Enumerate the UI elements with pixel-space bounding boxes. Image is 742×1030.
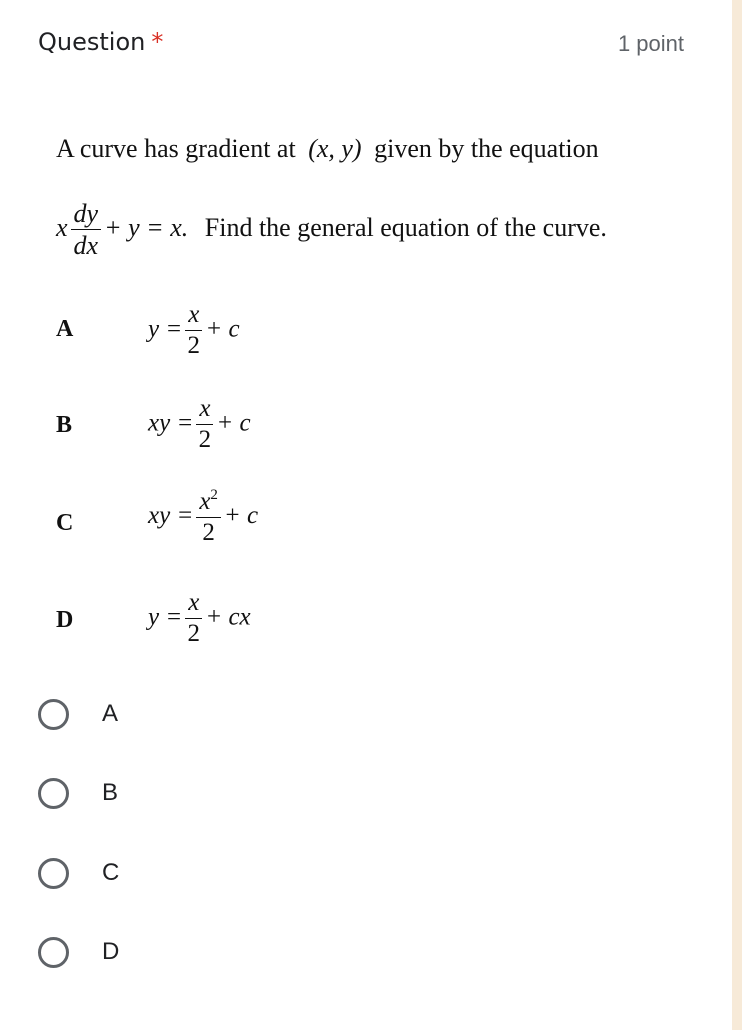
option-c-formula bbox=[148, 488, 258, 547]
option-letter-c: C bbox=[56, 510, 74, 536]
option-d-formula bbox=[148, 590, 251, 648]
eq-tail: Find the general equation of the curve. bbox=[204, 212, 607, 242]
radio-button-icon[interactable] bbox=[38, 778, 69, 809]
question-title bbox=[38, 28, 163, 56]
option-a-lhs: y = bbox=[148, 315, 183, 343]
option-b-frac bbox=[196, 396, 213, 454]
option-b-num: x bbox=[196, 396, 213, 425]
eq-x: x bbox=[56, 212, 68, 242]
choice-a[interactable] bbox=[38, 699, 338, 739]
eq-rest: + y = x. bbox=[104, 212, 189, 242]
choice-d[interactable] bbox=[38, 937, 338, 977]
option-d-rhs: + cx bbox=[205, 603, 251, 631]
stem-line-1 bbox=[56, 134, 599, 164]
choice-c[interactable] bbox=[38, 858, 338, 898]
eq-dx: dx bbox=[73, 231, 99, 261]
option-c-frac bbox=[196, 488, 221, 547]
choice-c-label[interactable]: C bbox=[102, 859, 120, 886]
option-letter-a: A bbox=[56, 316, 74, 342]
choice-b[interactable] bbox=[38, 778, 338, 818]
stem-text: A curve has gradient at bbox=[56, 134, 296, 163]
radio-button-icon[interactable] bbox=[38, 699, 69, 730]
question-image bbox=[0, 120, 720, 680]
option-c-rhs: + c bbox=[223, 501, 259, 529]
option-a-frac bbox=[185, 302, 202, 360]
option-c-lhs: xy = bbox=[148, 501, 194, 529]
required-star: * bbox=[151, 28, 164, 56]
option-b-rhs: + c bbox=[216, 409, 251, 437]
choice-a-label[interactable]: A bbox=[102, 700, 119, 727]
radio-button-icon[interactable] bbox=[38, 937, 69, 968]
option-letter-d: D bbox=[56, 607, 74, 633]
question-points: 1 point bbox=[617, 31, 684, 56]
eq-derivative bbox=[71, 200, 102, 260]
option-a-den: 2 bbox=[187, 332, 201, 360]
stem-tail: given by the equation bbox=[374, 134, 599, 163]
option-b-den: 2 bbox=[198, 426, 212, 454]
option-letter-b: B bbox=[56, 412, 73, 438]
choice-b-label[interactable]: B bbox=[102, 779, 119, 806]
option-b-lhs: xy = bbox=[148, 409, 194, 437]
option-c-num-base: x bbox=[199, 488, 211, 515]
option-a-formula bbox=[148, 302, 240, 360]
stem-point: (x, y) bbox=[308, 134, 362, 163]
choice-d-label[interactable]: D bbox=[102, 938, 120, 965]
side-strip bbox=[732, 0, 742, 1030]
option-c-den: 2 bbox=[202, 519, 215, 547]
option-a-num: x bbox=[185, 302, 202, 331]
question-header bbox=[38, 26, 684, 66]
option-a-rhs: + c bbox=[205, 315, 240, 343]
eq-dy: dy bbox=[71, 200, 102, 230]
radio-button-icon[interactable] bbox=[38, 858, 69, 889]
option-d-frac bbox=[185, 590, 202, 648]
option-c-num bbox=[196, 488, 221, 518]
option-c-num-exponent: 2 bbox=[210, 487, 218, 503]
stem-line-2 bbox=[56, 200, 607, 270]
option-d-lhs: y = bbox=[148, 603, 183, 631]
option-b-formula bbox=[148, 396, 251, 454]
option-d-den: 2 bbox=[187, 620, 201, 648]
question-title-text: Question bbox=[38, 28, 146, 56]
option-d-num: x bbox=[185, 590, 202, 619]
